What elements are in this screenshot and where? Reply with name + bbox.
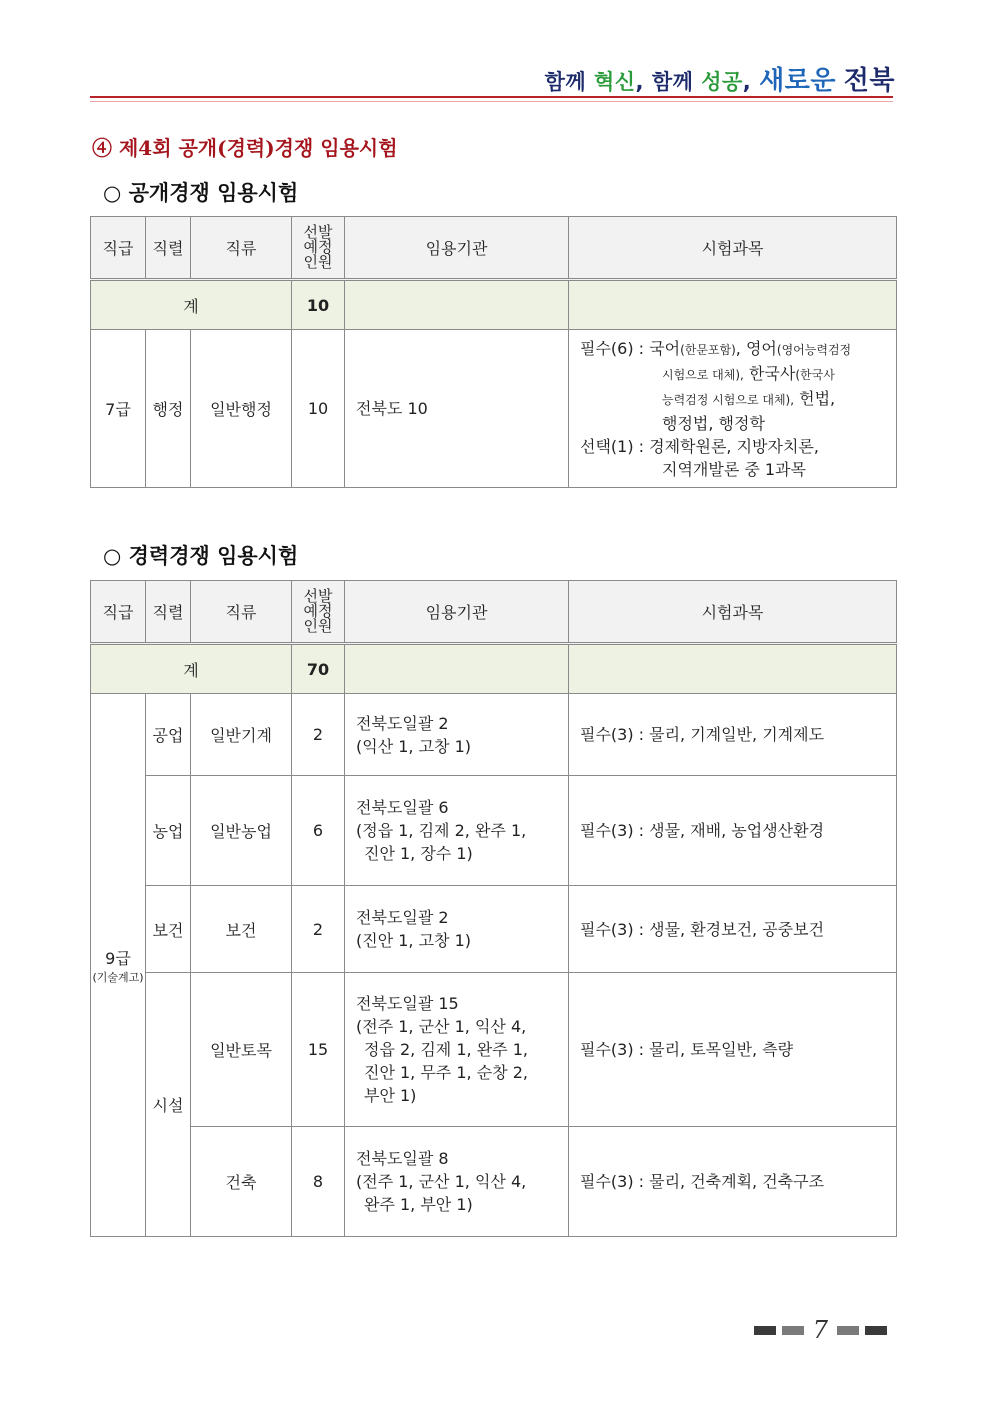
slogan-word: 전북 bbox=[843, 66, 895, 96]
slogan-comma: , bbox=[742, 70, 752, 94]
category-cell: 일반기계 bbox=[191, 694, 292, 776]
total-value: 10 bbox=[292, 280, 345, 330]
col-header: 선발 예정 인원 bbox=[292, 217, 345, 280]
section-title: ④ 제4회 공개(경력)경쟁 임용시험 bbox=[92, 136, 398, 160]
table-row bbox=[91, 776, 897, 886]
slogan-comma: , bbox=[635, 70, 645, 94]
agency-line: (익산 1, 고창 1) bbox=[356, 736, 472, 756]
category-cell: 일반행정 bbox=[191, 330, 292, 488]
career-exam-title: ○ 경력경쟁 임용시험 bbox=[103, 543, 299, 568]
page-footer bbox=[754, 1316, 887, 1344]
col-header: 직급 bbox=[91, 581, 146, 644]
table-row bbox=[91, 886, 897, 973]
table-row bbox=[91, 694, 897, 776]
agency-line: 전북도일괄 8 bbox=[356, 1149, 449, 1168]
agency-line: (전주 1, 군산 1, 익산 4, bbox=[356, 1172, 527, 1191]
category-cell: 일반토목 bbox=[191, 973, 292, 1127]
page-number: 7 bbox=[812, 1316, 828, 1344]
agency-line: 완주 1, 부안 1) bbox=[364, 1195, 473, 1214]
open-exam-title: ○ 공개경쟁 임용시험 bbox=[103, 180, 299, 205]
career-exam-table bbox=[90, 580, 897, 1237]
subject-line: 필수(6) : 국어(한문포함), 영어(영어능력검정 bbox=[580, 338, 852, 358]
subject-cell bbox=[569, 330, 897, 488]
series-cell: 농업 bbox=[146, 776, 191, 886]
agency-cell bbox=[345, 886, 569, 973]
subject-line: 행정법, 행정학 bbox=[662, 413, 765, 433]
count-cell: 15 bbox=[292, 973, 345, 1127]
agency-line: 정읍 2, 김제 1, 완주 1, bbox=[364, 1040, 528, 1059]
table-header-row bbox=[91, 217, 897, 280]
header-rule-thin bbox=[90, 101, 893, 102]
series-cell: 공업 bbox=[146, 694, 191, 776]
count-cell: 8 bbox=[292, 1127, 345, 1237]
footer-bar bbox=[865, 1326, 887, 1335]
subject-cell: 필수(3) : 물리, 토목일반, 측량 bbox=[569, 973, 897, 1127]
agency-line: 전북도일괄 15 bbox=[356, 994, 459, 1013]
subject-line: 선택(1) : 경제학원론, 지방자치론, bbox=[580, 436, 819, 456]
col-header: 직류 bbox=[191, 217, 292, 280]
empty-cell bbox=[345, 644, 569, 694]
table-row bbox=[91, 1127, 897, 1237]
subject-cell: 필수(3) : 물리, 건축계획, 건축구조 bbox=[569, 1127, 897, 1237]
subject-cell: 필수(3) : 생물, 환경보건, 공중보건 bbox=[569, 886, 897, 973]
agency-cell bbox=[345, 973, 569, 1127]
subject-line: 지역개발론 중 1과목 bbox=[662, 459, 806, 479]
agency-line: 부안 1) bbox=[364, 1086, 417, 1105]
footer-bar bbox=[782, 1326, 804, 1335]
total-value: 70 bbox=[292, 644, 345, 694]
slogan-word: 함께 bbox=[544, 70, 587, 94]
agency-line: 전북도일괄 2 bbox=[356, 908, 449, 927]
total-label: 계 bbox=[91, 644, 292, 694]
agency-cell bbox=[345, 776, 569, 886]
grade-note: (기술계고) bbox=[92, 970, 144, 984]
category-cell: 건축 bbox=[191, 1127, 292, 1237]
agency-line: (정읍 1, 김제 2, 완주 1, bbox=[356, 821, 527, 840]
empty-cell bbox=[569, 644, 897, 694]
subject-cell: 필수(3) : 물리, 기계일반, 기계제도 bbox=[569, 694, 897, 776]
slogan-word: 혁신 bbox=[593, 70, 636, 94]
category-cell: 일반농업 bbox=[191, 776, 292, 886]
total-label: 계 bbox=[91, 280, 292, 330]
slogan-word: 성공 bbox=[701, 70, 743, 94]
col-header: 임용기관 bbox=[345, 217, 569, 280]
count-cell: 6 bbox=[292, 776, 345, 886]
agency-line: 진안 1, 무주 1, 순창 2, bbox=[364, 1063, 528, 1082]
grade-cell: 7급 bbox=[91, 330, 146, 488]
col-header: 직류 bbox=[191, 581, 292, 644]
agency-cell bbox=[345, 1127, 569, 1237]
total-row bbox=[91, 644, 897, 694]
col-header: 시험과목 bbox=[569, 217, 897, 280]
series-cell: 보건 bbox=[146, 886, 191, 973]
count-cell: 2 bbox=[292, 694, 345, 776]
footer-bar bbox=[754, 1326, 776, 1335]
subject-cell: 필수(3) : 생물, 재배, 농업생산환경 bbox=[569, 776, 897, 886]
total-row bbox=[91, 280, 897, 330]
header-slogan bbox=[545, 60, 895, 97]
table-row bbox=[91, 973, 897, 1127]
table-row bbox=[91, 330, 897, 488]
subject-line: 시험으로 대체), 한국사(한국사 bbox=[662, 363, 835, 383]
grade-cell bbox=[91, 694, 146, 1237]
count-cell: 2 bbox=[292, 886, 345, 973]
series-cell: 행정 bbox=[146, 330, 191, 488]
slogan-word: 함께 bbox=[651, 70, 694, 94]
col-header: 직렬 bbox=[146, 217, 191, 280]
category-cell: 보건 bbox=[191, 886, 292, 973]
subject-line: 능력검정 시험으로 대체), 헌법, bbox=[662, 388, 836, 408]
series-cell: 시설 bbox=[146, 973, 191, 1237]
col-header: 직렬 bbox=[146, 581, 191, 644]
empty-cell bbox=[345, 280, 569, 330]
col-header: 임용기관 bbox=[345, 581, 569, 644]
header-rule bbox=[90, 96, 893, 98]
col-header: 선발 예정 인원 bbox=[292, 581, 345, 644]
col-header: 직급 bbox=[91, 217, 146, 280]
empty-cell bbox=[569, 280, 897, 330]
agency-cell bbox=[345, 694, 569, 776]
slogan-word: 새로운 bbox=[759, 66, 836, 96]
open-exam-table bbox=[90, 216, 897, 488]
agency-line: (전주 1, 군산 1, 익산 4, bbox=[356, 1017, 527, 1036]
col-header: 시험과목 bbox=[569, 581, 897, 644]
table-header-row bbox=[91, 581, 897, 644]
agency-line: 진안 1, 장수 1) bbox=[364, 844, 473, 863]
agency-line: 전북도일괄 2 bbox=[356, 713, 449, 733]
agency-line: (진안 1, 고창 1) bbox=[356, 931, 472, 950]
grade-label: 9급 bbox=[105, 948, 131, 968]
agency-cell: 전북도 10 bbox=[345, 330, 569, 488]
footer-bar bbox=[837, 1326, 859, 1335]
count-cell: 10 bbox=[292, 330, 345, 488]
agency-line: 전북도일괄 6 bbox=[356, 798, 449, 817]
